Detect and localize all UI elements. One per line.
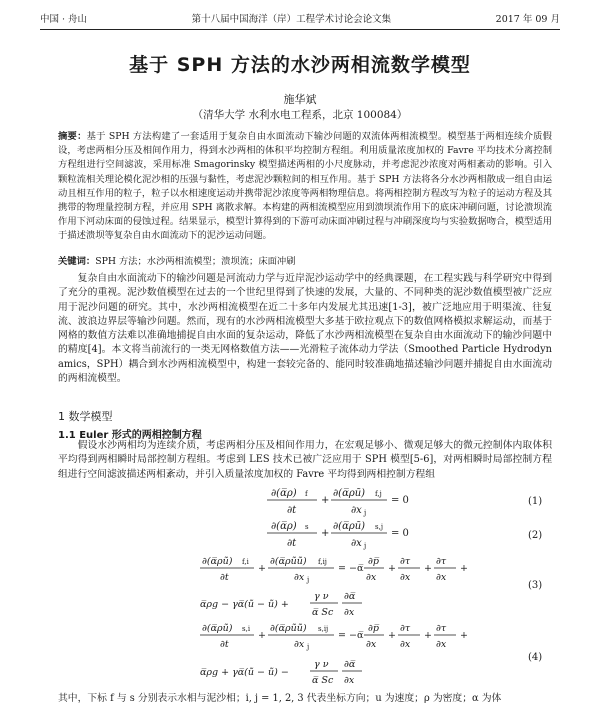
abstract-text: 基于 SPH 方法构建了一套适用于复杂自由水面流动下输沙问题的双流体两相流模型。模型基于两相连续介质假设，考虑两相分压及相间作用力，得到水沙两相的体积平均控制方程组。利用质量浓度加权的 Favre 平均技术分离控制方程组进行空间滤波，采用标准 Smagorinsky 模型描述两相的小尺度脉动，并考虑泥沙浓度对两相紊动的影响。引入颗粒流相关理论模化泥沙相的压强与黏性，考虑泥沙颗粒间的相互作用。基于 SPH 方法将各分水沙两相散成一组自由运动且相互作用的粒子，粒子以水相速度运动并携带泥沙浓度等两相物理信息。将两相控制方程改写为粒子的运动方程及其携带的物理量控制方程，并应用 SPH 离散求解。本构建的两相流模型应用到溃坝流作用下的底床冲刷问题，讨论溃坝流作用下河动床面的侵蚀过程。结果显示，模型计算得到的下游可动床面冲刷过程与冲刷深度均与实验数据吻合，模型适用于描述溃坝等复杂自由水面流动下的泥沙运动问题。 xyxy=(58,131,552,242)
svg-text:γ ν: γ ν xyxy=(314,591,329,602)
equation-2 xyxy=(265,517,415,551)
svg-text:∂p̅: ∂p̅ xyxy=(368,623,379,634)
svg-text:j: j xyxy=(307,576,310,584)
svg-text:s,ij: s,ij xyxy=(318,625,329,633)
svg-text:∂(α̅ρũ): ∂(α̅ρũ) xyxy=(333,521,366,532)
keywords-label: 关键词： xyxy=(58,256,96,267)
svg-text:= 0: = 0 xyxy=(391,528,409,539)
svg-text:f: f xyxy=(305,490,308,498)
subsection-heading: 1.1 Euler 形式的两相控制方程 xyxy=(58,430,202,441)
svg-text:f,j: f,j xyxy=(375,490,382,498)
equation-number: (2) xyxy=(528,530,543,541)
svg-text:∂x: ∂x xyxy=(436,572,447,583)
svg-text:+: + xyxy=(460,630,468,641)
svg-text:∂p̅: ∂p̅ xyxy=(368,556,379,567)
svg-text:∂x: ∂x xyxy=(351,538,362,549)
svg-text:α̅ρg + γα̅(ũ − ũ) −: α̅ρg + γα̅(ũ − ũ) − xyxy=(200,667,289,678)
svg-text:∂(α̅ρũũ): ∂(α̅ρũũ) xyxy=(270,623,307,634)
svg-text:j: j xyxy=(307,643,310,651)
svg-text:+: + xyxy=(460,563,468,574)
svg-text:α̅ Sc: α̅ Sc xyxy=(312,675,334,686)
svg-text:= −α̅: = −α̅ xyxy=(338,563,364,574)
svg-text:s: s xyxy=(305,523,309,531)
intro-paragraph: 复杂自由水面流动下的输沙问题是河流动力学与近岸泥沙运动学中的经典课题，在工程实践与科学研究中得到了充分的重视。泥沙数值模型在过去的一个世纪里得到了快速的发展，大量的、不同种类的泥沙数值模型被广泛应用于泥沙问题的研究。其中，水沙两相流模型在近二十多年内发展尤其迅速[1-3]，被广泛地应用于明渠流、往复流、波浪边界层等输沙问题。然而，现有的水沙两相流模型大多基于欧拉观点下的数值网格模拟求解运动，而基于网格的数值方法难以准确地捕捉自由水面的复杂运动，降低了水沙两相流模型在复杂自由水面流动下的输沙问题中的精度[4]。本文将当前流行的一类无网格数值方法——光滑粒子流体动力学法（Smoothed Particle Hydrodynamics，SPH）耦合到水沙两相流模型中，构建一套较完备的、能同时较准确地描述输沙问题并捕捉自由水面流动的两相流模型。 xyxy=(58,273,552,385)
svg-text:∂x: ∂x xyxy=(436,639,447,650)
paper-author: 施华斌 xyxy=(283,93,317,106)
svg-text:∂τ: ∂τ xyxy=(436,623,447,634)
svg-text:+: + xyxy=(388,563,396,574)
svg-text:∂x: ∂x xyxy=(400,639,411,650)
equation-number: (1) xyxy=(528,496,543,507)
svg-text:α̅ρg − γα̅(ũ − ũ) +: α̅ρg − γα̅(ũ − ũ) + xyxy=(200,599,289,610)
section-heading: 1 数学模型 xyxy=(58,410,113,423)
svg-text:∂α̅: ∂α̅ xyxy=(344,591,356,602)
header-proceedings: 第十八届中国海洋（岸）工程学术讨论会论文集 xyxy=(191,14,392,25)
svg-text:∂(α̅ρũ): ∂(α̅ρũ) xyxy=(202,556,233,567)
svg-text:j: j xyxy=(364,542,367,550)
svg-text:∂x: ∂x xyxy=(294,572,305,583)
svg-text:∂x: ∂x xyxy=(366,639,377,650)
svg-text:∂α̅: ∂α̅ xyxy=(344,659,356,670)
equation-4 xyxy=(198,620,498,688)
svg-text:∂x: ∂x xyxy=(344,607,355,618)
svg-text:∂x: ∂x xyxy=(344,675,355,686)
svg-text:+: + xyxy=(424,563,432,574)
variable-definitions: 其中，下标 f 与 s 分别表示水相与泥沙相；i, j = 1, 2, 3 代表坐标方向；u 为速度；ρ 为密度；α 为体 xyxy=(58,693,502,704)
svg-text:∂x: ∂x xyxy=(400,572,411,583)
keywords xyxy=(58,253,552,267)
svg-text:s,j: s,j xyxy=(375,523,383,531)
svg-text:∂(α̅ρũũ): ∂(α̅ρũũ) xyxy=(270,556,307,567)
svg-text:s,i: s,i xyxy=(242,625,251,633)
svg-text:∂x: ∂x xyxy=(351,505,362,516)
keywords-text: SPH 方法；水沙两相流模型；溃坝流；床面冲刷 xyxy=(95,256,296,267)
svg-text:∂x: ∂x xyxy=(294,639,305,650)
svg-text:f,i: f,i xyxy=(242,558,249,566)
svg-text:∂τ: ∂τ xyxy=(400,623,411,634)
svg-text:+: + xyxy=(424,630,432,641)
running-header xyxy=(40,10,560,26)
abstract xyxy=(58,130,552,244)
svg-text:∂t: ∂t xyxy=(220,572,229,583)
model-paragraph: 假设水沙两相均为连续介质，考虑两相分压及相间作用力，在宏观足够小、微观足够大的微元控制体内取体积平均得到两相瞬时局部控制方程组。考虑到 LES 技术已被广泛应用于 SPH 模型[5-6]，对两相瞬时局部控制方程组进行空间滤波描述两相紊动，并引入质量浓度加权的 Favre 平均得到两相控制方程组 xyxy=(58,440,552,480)
svg-text:+: + xyxy=(388,630,396,641)
svg-text:j: j xyxy=(364,509,367,517)
svg-text:∂(α̅ρũ): ∂(α̅ρũ) xyxy=(202,623,233,634)
author-affiliation: （清华大学 水利水电工程系，北京 100084） xyxy=(192,109,408,121)
svg-text:∂t: ∂t xyxy=(220,639,229,650)
svg-text:+: + xyxy=(321,495,330,506)
svg-text:+: + xyxy=(258,630,266,641)
equation-number: (4) xyxy=(528,652,543,663)
svg-text:= 0: = 0 xyxy=(391,495,409,506)
svg-text:+: + xyxy=(258,563,266,574)
equation-1 xyxy=(265,484,415,518)
svg-text:+: + xyxy=(321,528,330,539)
svg-text:α̅ Sc: α̅ Sc xyxy=(312,607,334,618)
header-date: 2017 年 09 月 xyxy=(495,14,560,25)
svg-text:∂(α̅ρũ): ∂(α̅ρũ) xyxy=(333,488,366,499)
equation-3 xyxy=(198,553,498,619)
svg-text:= −α̅: = −α̅ xyxy=(338,630,364,641)
equation-number: (3) xyxy=(528,580,543,591)
svg-text:∂x: ∂x xyxy=(366,572,377,583)
header-location: 中国 · 舟山 xyxy=(40,14,88,25)
svg-text:∂t: ∂t xyxy=(287,538,297,549)
svg-text:∂t: ∂t xyxy=(287,505,297,516)
svg-text:γ ν: γ ν xyxy=(314,659,329,670)
svg-text:f,ij: f,ij xyxy=(318,558,327,566)
svg-text:∂τ: ∂τ xyxy=(436,556,447,567)
svg-text:∂(α̅ρ): ∂(α̅ρ) xyxy=(271,488,297,499)
svg-text:∂(α̅ρ): ∂(α̅ρ) xyxy=(271,521,297,532)
header-rule xyxy=(40,29,560,30)
abstract-label: 摘要： xyxy=(58,131,87,142)
svg-text:∂τ: ∂τ xyxy=(400,556,411,567)
paper-title: 基于 SPH 方法的水沙两相流数学模型 xyxy=(129,54,471,76)
